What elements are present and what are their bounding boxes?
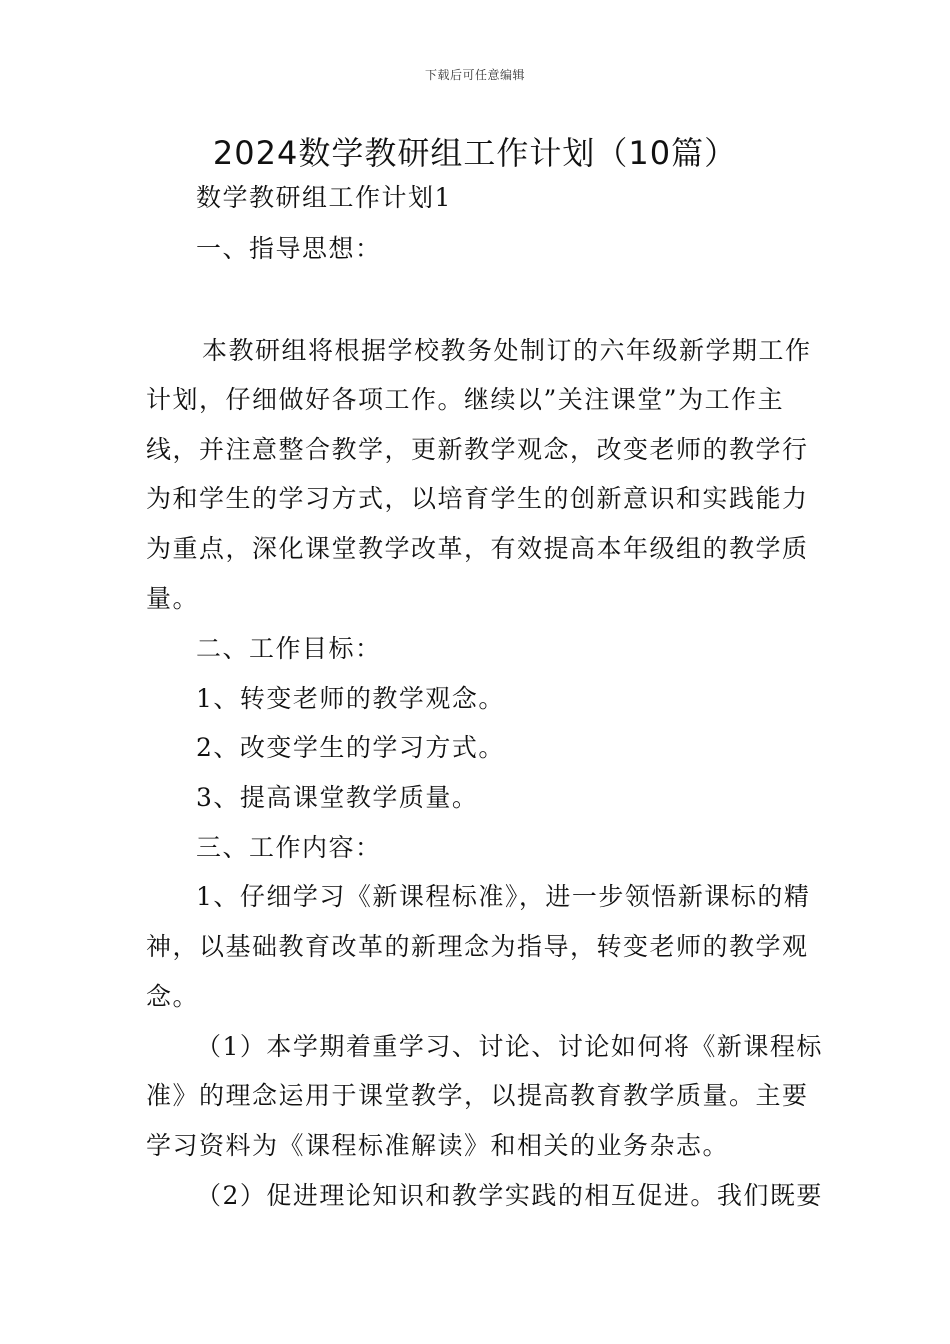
paragraph-line: 准》的理念运用于课堂教学，以提高教育教学质量。主要: [146, 1081, 809, 1110]
paragraph-line: （1）本学期着重学习、讨论、讨论如何将《新课程标: [196, 1032, 823, 1061]
paragraph-line: 量。: [146, 584, 200, 613]
paragraph-line: 神，以基础教育改革的新理念为指导，转变老师的教学观: [146, 932, 809, 961]
paragraph-line: 线，并注意整合教学，更新教学观念，改变老师的教学行: [146, 435, 809, 464]
heading-work-content: 三、工作内容：: [196, 833, 382, 862]
paragraph-line: 1、仔细学习《新课程标准》，进一步领悟新课标的精: [196, 882, 811, 911]
document-title: 2024数学教研组工作计划（10篇）: [212, 134, 738, 172]
paragraph-line: 念。: [146, 982, 200, 1011]
paragraph-line: 为重点，深化课堂教学改革，有效提高本年级组的教学质: [146, 534, 809, 563]
paragraph-line: 为和学生的学习方式，以培育学生的创新意识和实践能力: [146, 484, 809, 513]
heading-guiding-thought: 一、指导思想：: [196, 234, 382, 263]
heading-work-goals: 二、工作目标：: [196, 634, 382, 663]
section-subtitle: 数学教研组工作计划1: [196, 183, 452, 212]
goal-item: 1、转变老师的教学观念。: [196, 684, 505, 713]
goal-item: 3、提高课堂教学质量。: [196, 783, 479, 812]
paragraph-line: 本教研组将根据学校教务处制订的六年级新学期工作: [202, 336, 812, 365]
paragraph-line: 学习资料为《课程标准解读》和相关的业务杂志。: [146, 1131, 730, 1160]
goal-item: 2、改变学生的学习方式。: [196, 733, 505, 762]
paragraph-line: 计划，仔细做好各项工作。继续以”关注课堂”为工作主: [146, 385, 785, 414]
paragraph-line: （2）促进理论知识和教学实践的相互促进。我们既要: [196, 1181, 823, 1210]
page-header-note: 下载后可任意编辑: [424, 68, 525, 82]
